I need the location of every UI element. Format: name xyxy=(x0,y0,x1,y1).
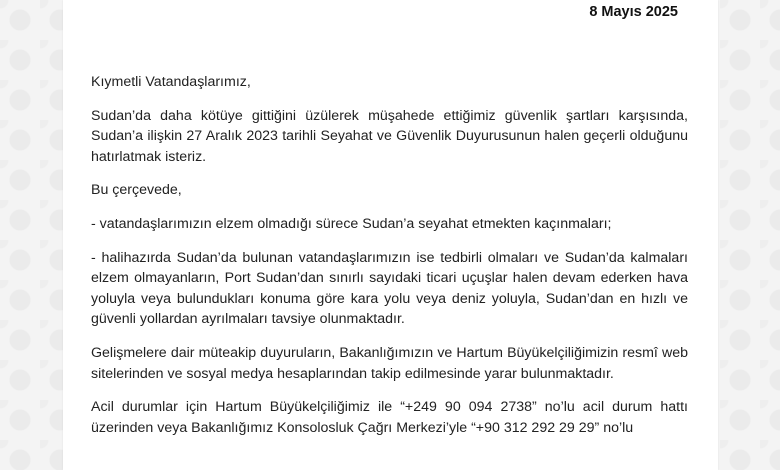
paragraph-departure-advice: - halihazırda Sudan’da bulunan vatandaşlarımızın ise tedbirli olmaları ve Sudan’da kalmaları elzem olmayanların, Port Sudan’dan sınırlı sayıdaki ticari uçuşlar halen devam ederken hava yoluyla veya bulundukları konuma göre kara yolu veya deniz yoluyla, Sudan’dan en hızlı ve güvenli yollardan ayrılmaları tavsiye olunmaktadır. xyxy=(91,249,688,328)
paragraph-travel-advice: - vatandaşlarımızın elzem olmadığı sürece Sudan’a seyahat etmekten kaçınmaları; xyxy=(91,215,612,232)
document-date: 8 Mayıs 2025 xyxy=(589,4,678,20)
paragraph-follow-updates: Gelişmelere dair müteakip duyuruların, Bakanlığımızın ve Hartum Büyükelçiliğimizin resmî web sitelerinden ve sosyal medya hesaplarından takip edilmesinde yarar bulunmaktadır. xyxy=(91,344,688,382)
paragraph-emergency-contacts: Acil durumlar için Hartum Büyükelçiliğimiz ile “+249 90 094 2738” no’lu acil durum hattı üzerinden veya Bakanlığımız Konsolosluk Çağrı Merkezi’yle “+90 312 292 29 29” no’lu xyxy=(91,399,688,436)
paragraph-security-notice: Sudan’da daha kötüye gittiğini üzülerek müşahede ettiğimiz güvenlik şartları karşısında, Sudan’a ilişkin 27 Aralık 2023 tarihli Seyahat ve Güvenlik Duyurusunun halen geçerli olduğunu hatırlatmak isteriz. xyxy=(91,107,688,165)
document-page xyxy=(63,0,718,470)
letter-body xyxy=(91,72,688,451)
salutation: Kıymetli Vatandaşlarımız, xyxy=(91,74,251,90)
paragraph-framework: Bu çerçevede, xyxy=(91,182,182,199)
